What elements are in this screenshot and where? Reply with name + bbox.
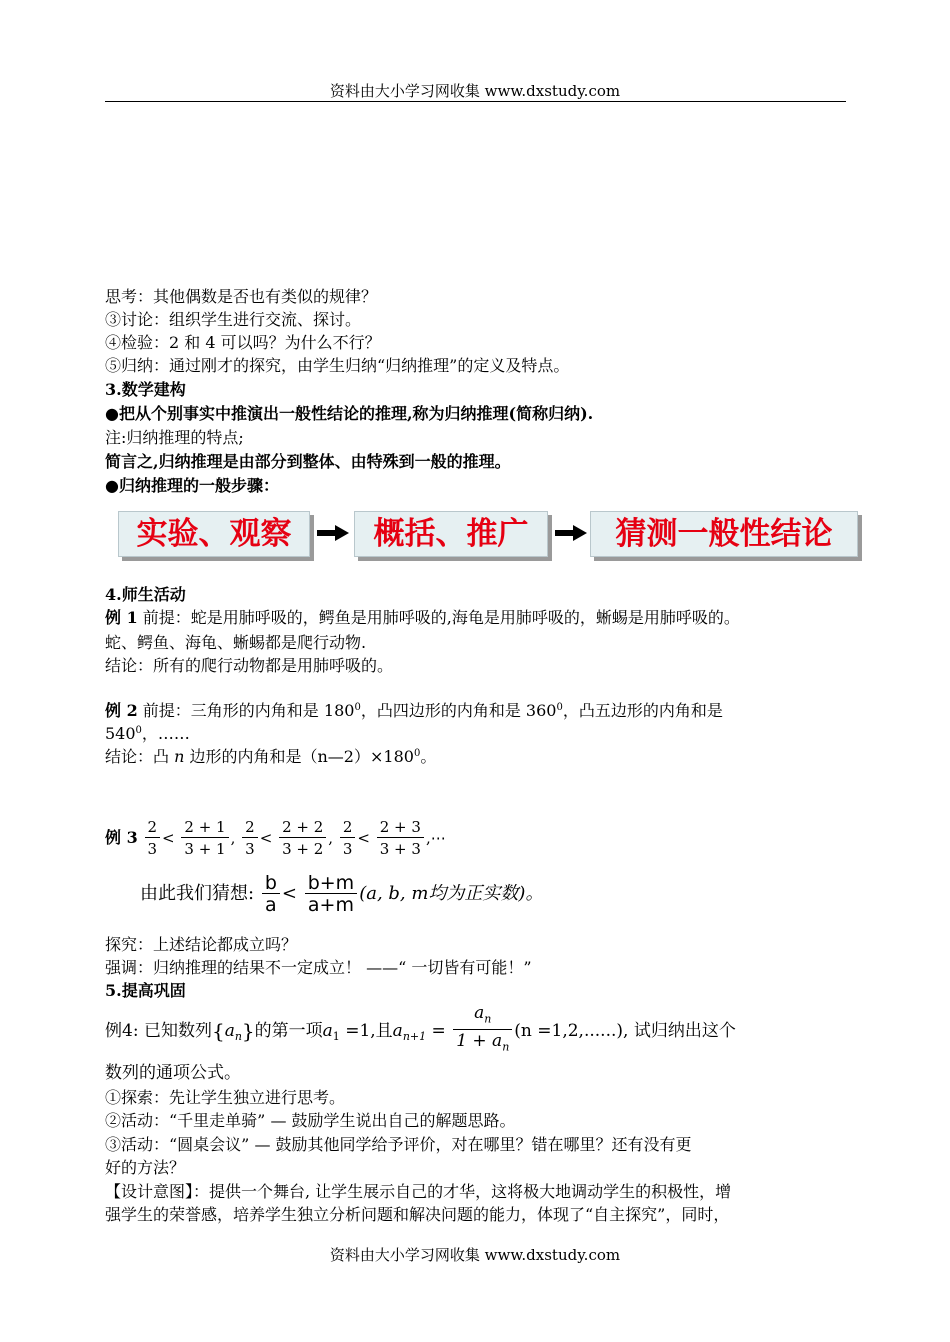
example-2-line-1: 例 2 前提：三角形的内角和是 $180^0$，凸四边形的内角和是 $360^0$，凸五边形的内角和是 <box>105 701 723 720</box>
check-line: ④检验：2 和 4 可以吗？为什么不行？ <box>105 333 381 352</box>
fraction: $\frac{2}{3}$ <box>242 817 258 860</box>
induction-flow <box>118 511 863 563</box>
header-rule <box>105 101 846 102</box>
note-line: 注:归纳推理的特点; <box>105 428 244 447</box>
example-1-line-3: 结论：所有的爬行动物都是用肺呼吸的。 <box>105 656 394 675</box>
example-1-line-1: 例 1 前提：蛇是用肺呼吸的，鳄鱼是用肺呼吸的,海龟是用肺呼吸的，蜥蜴是用肺呼吸的。 <box>105 608 740 627</box>
explore-line: 探究：上述结论都成立吗？ <box>105 935 298 954</box>
stress-line: 强调：归纳推理的结果不一定成立！ ——“ 一切皆有可能！” <box>105 958 532 977</box>
example-4-line-2: 数列的通项公式。 <box>105 1063 241 1083</box>
design-intent-line-1: 【设计意图】：提供一个舞台, 让学生展示自己的才华，这将极大地调动学生的积极性，增 <box>105 1182 732 1201</box>
fraction: $\frac{2 + 3}{3 + 3}$ <box>377 817 424 860</box>
page-header: 资料由大小学习网收集 www.dxstudy.com <box>329 82 621 100</box>
example-3-inequalities: 例 3 $\frac{2}{3}$ < $\frac{2 + 1}{3 + 1}$ , $\frac{2}{3}$ < $\frac{2 + 2}{3 + 2}$ , $\frac{2}{3}$ < $\frac{2 + 3}{3 + 3}$ ,⋯ <box>105 817 446 858</box>
fraction: $\frac{b+m}{a+m}$ <box>305 873 358 916</box>
fraction: $\frac{2 + 2}{3 + 2}$ <box>279 817 326 860</box>
section-3-heading: 3.数学建构 <box>105 380 186 399</box>
example-1-label: 例 1 <box>105 608 138 627</box>
steps-line: ●归纳推理的一般步骤： <box>105 476 279 495</box>
fraction: $\frac{2}{3}$ <box>145 817 161 860</box>
example-3-conjecture: 由此我们猜想: $\frac{b}{a}$ < $\frac{b+m}{a+m}$ (a, b, m均为正实数)。 <box>140 871 544 916</box>
example-2-line-2: $540^0$，…… <box>105 724 190 743</box>
example-2-label: 例 2 <box>105 701 138 720</box>
fraction: $\frac{b}{a}$ <box>262 873 280 916</box>
design-intent-line-2: 强学生的荣誉感，培养学生独立分析问题和解决问题的能力，体现了“自主探究”，同时， <box>105 1205 730 1224</box>
example-4-line-1: 例4: 已知数列$\{a_n\}$的第一项$a_1 =1$,且$a_{n+1}$ = $\frac{a_n}{1 + a_n}$ (n =1,2,......), 试归纳出这个 <box>105 1003 736 1062</box>
discuss-line: ③讨论：组织学生进行交流、探讨。 <box>105 310 362 329</box>
activity-3-line-2: 好的方法？ <box>105 1158 186 1177</box>
brief-line: 简言之,归纳推理是由部分到整体、由特殊到一般的推理。 <box>105 452 511 471</box>
activity-1-line: ①探索：先让学生独立进行思考。 <box>105 1088 346 1107</box>
example-2-conclusion: 结论：凸 n 边形的内角和是$(n—2)\times 180^0$。 <box>105 747 437 766</box>
example-3-label: 例 3 <box>105 828 138 847</box>
activity-3-line: ③活动：“圆桌会议” — 鼓励其他同学给予评价，对在哪里？错在哪里？还有没有更 <box>105 1135 692 1154</box>
page-footer: 资料由大小学习网收集 www.dxstudy.com <box>329 1246 621 1264</box>
activity-2-line: ②活动：“千里走单骑” — 鼓励学生说出自己的解题思路。 <box>105 1111 516 1130</box>
flow-step-2: 概括、推广 <box>354 511 548 557</box>
definition-line: ●把从个别事实中推演出一般性结论的推理,称为归纳推理(简称归纳). <box>105 404 594 423</box>
induce-line: ⑤归纳：通过刚才的探究，由学生归纳“归纳推理”的定义及特点。 <box>105 356 570 375</box>
arrow-right-icon <box>555 525 587 541</box>
flow-step-3: 猜测一般性结论 <box>590 511 858 557</box>
section-4-heading: 4.师生活动 <box>105 585 186 604</box>
example-1-line-2: 蛇、鳄鱼、海龟、蜥蜴都是爬行动物. <box>105 633 367 652</box>
section-5-heading: 5.提高巩固 <box>105 981 186 1000</box>
arrow-right-icon <box>317 525 349 541</box>
flow-step-1: 实验、观察 <box>118 511 310 557</box>
fraction: $\frac{2}{3}$ <box>340 817 356 860</box>
fraction: $\frac{a_n}{1 + a_n}$ <box>453 1003 512 1059</box>
think-line: 思考：其他偶数是否也有类似的规律？ <box>105 287 378 306</box>
fraction: $\frac{2 + 1}{3 + 1}$ <box>181 817 228 860</box>
